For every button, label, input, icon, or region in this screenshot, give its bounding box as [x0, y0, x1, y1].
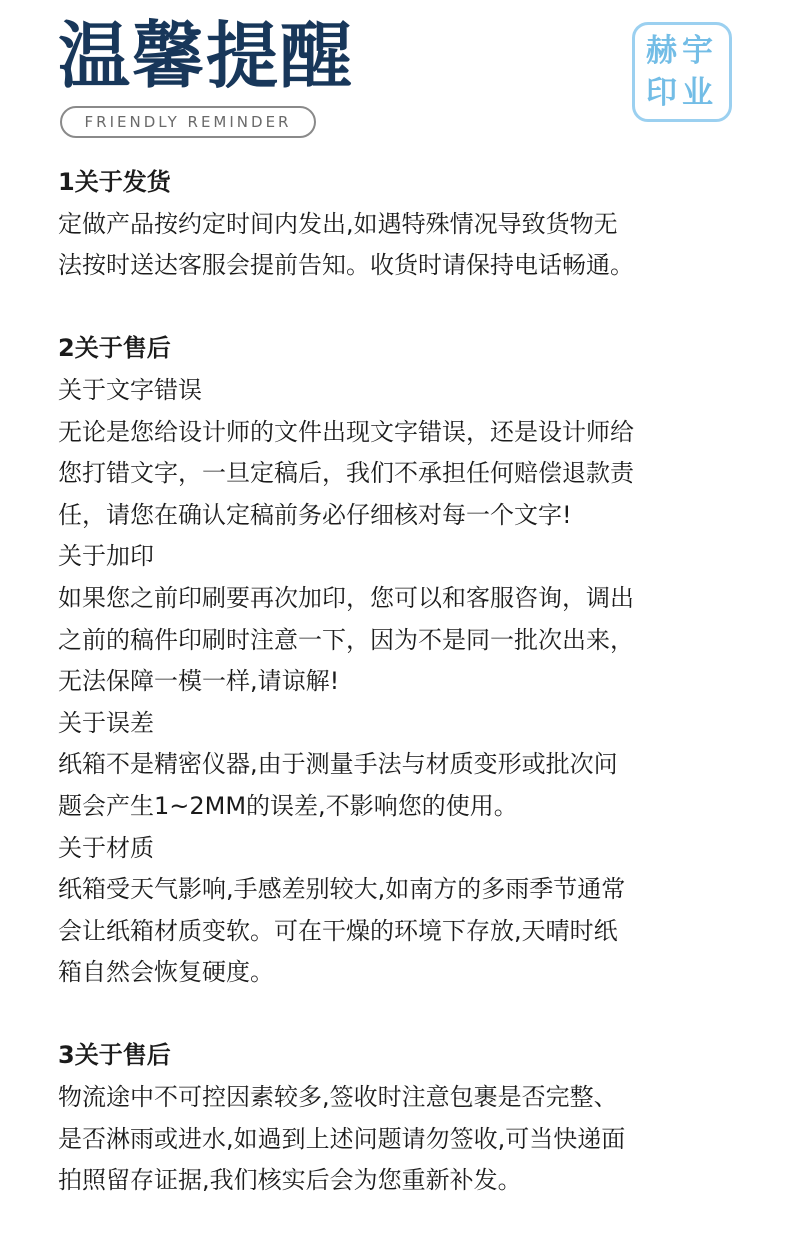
paragraph-line: 无法保障一模一样,请谅解! — [58, 667, 340, 696]
paragraph-line: 法按时送达客服会提前告知。收货时请保持电话畅通。 — [58, 251, 634, 280]
paragraph-line: 题会产生1~2MM的误差,不影响您的使用。 — [58, 791, 518, 820]
section-heading-after-sales: 2关于售后 — [58, 334, 171, 363]
section-heading-logistics: 3关于售后 — [58, 1041, 171, 1070]
paragraph-line: 会让纸箱材质变软。可在干燥的环境下存放,天晴时纸 — [58, 916, 618, 945]
brand-logo — [632, 22, 732, 122]
page-title: 温馨提醒 — [58, 14, 355, 98]
paragraph-line: 箱自然会恢复硬度。 — [58, 958, 274, 987]
paragraph-line: 纸箱不是精密仪器,由于测量手法与材质变形或批次问 — [58, 750, 618, 779]
subsection-title-material: 关于材质 — [58, 833, 154, 862]
paragraph-line: 任，请您在确认定稿前务必仔细核对每一个文字! — [58, 500, 572, 529]
logo-text-line1: 赫宇 — [646, 33, 718, 69]
paragraph-line: 纸箱受天气影响,手感差别较大,如南方的多雨季节通常 — [58, 875, 626, 904]
paragraph-line: 是否淋雨或进水,如過到上述问题请勿签收,可当快递面 — [58, 1124, 626, 1153]
paragraph-line: 定做产品按约定时间内发出,如遇特殊情况导致货物无 — [58, 209, 618, 238]
subsection-title-reprint: 关于加印 — [58, 542, 154, 571]
paragraph-line: 之前的稿件印刷时注意一下，因为不是同一批次出来， — [58, 625, 634, 654]
paragraph-line: 您打错文字，一旦定稿后，我们不承担任何赔偿退款责 — [58, 459, 634, 488]
section-heading-shipping: 1关于发货 — [58, 168, 171, 196]
paragraph-line: 拍照留存证据,我们核实后会为您重新补发。 — [58, 1166, 522, 1195]
paragraph-line: 物流途中不可控因素较多,签收时注意包裹是否完整、 — [58, 1083, 618, 1112]
section-spacer — [58, 994, 748, 1036]
subsection-title-tolerance: 关于误差 — [58, 708, 154, 737]
logo-text-line2: 印业 — [646, 75, 718, 111]
subtitle-badge: FRIENDLY REMINDER — [60, 106, 316, 138]
subsection-title-text-errors: 关于文字错误 — [58, 375, 202, 404]
section-spacer — [58, 287, 748, 329]
reminder-content — [58, 162, 748, 1202]
paragraph-line: 无论是您给设计师的文件出现文字错误，还是设计师给 — [58, 417, 634, 446]
paragraph-line: 如果您之前印刷要再次加印，您可以和客服咨询，调出 — [58, 583, 634, 612]
